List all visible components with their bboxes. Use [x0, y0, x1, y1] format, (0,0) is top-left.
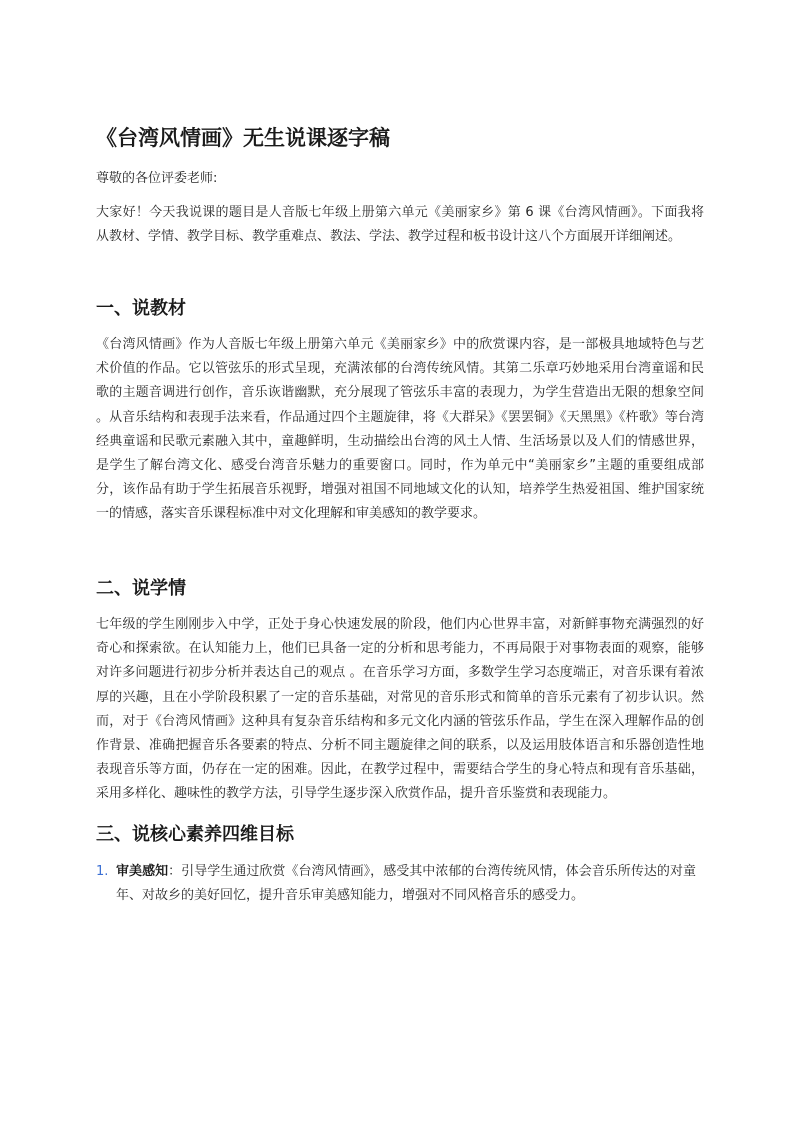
- section-heading-textbook: 一、说教材: [96, 298, 186, 319]
- textbook-paragraph: 《台湾风情画》作为人音版七年级上册第六单元《美丽家乡》中的欣赏课内容，是一部极具地域特色与艺术价值的作品。它以管弦乐的形式呈现，充满浓郁的台湾传统风情。其第二乐章巧妙地采用台湾童谣和民歌的主题音调进行创作，音乐诙谐幽默，充分展现了管弦乐丰富的表现力，为学生营造出无限的想象空间 。从音乐结构和表现手法来看，作品通过四个主题旋律，将《大群呆》《罢罢铜》《天黑黑》《杵歌》等台湾经典童谣和民歌元素融入其中，童趣鲜明，生动描绘出台湾的风土人情、生活场景以及人们的情感世界，是学生了解台湾文化、感受台湾音乐魅力的重要窗口。同时，作为单元中“美丽家乡”主题的重要组成部分，该作品有助于学生拓展音乐视野，增强对祖国不同地域文化的认知，培养学生热爱祖国、维护国家统一的情感，落实音乐课程标准中对文化理解和审美感知的教学要求。: [96, 337, 704, 522]
- section-heading-students: 二、说学情: [96, 578, 186, 599]
- goal-description: ：引导学生通过欣赏《台湾风情画》，感受其中浓郁的台湾传统风情，体会音乐所传达的对童年、对故乡的美好回忆，提升音乐审美感知能力，增强对不同风格音乐的感受力。: [116, 864, 696, 904]
- greeting-text: 尊敬的各位评委老师:: [96, 171, 218, 186]
- page-title: 《台湾风情画》无生说课逐字稿: [96, 126, 390, 150]
- goal-text: [116, 860, 696, 908]
- list-number: 1.: [96, 864, 109, 879]
- students-paragraph: 七年级的学生刚刚步入中学，正处于身心快速发展的阶段，他们内心世界丰富，对新鲜事物充满强烈的好奇心和探索欲。在认知能力上，他们已具备一定的分析和思考能力，不再局限于对事物表面的观察，能够对许多问题进行初步分析并表达自己的观点 。在音乐学习方面，多数学生学习态度端正，对音乐课有着浓厚的兴趣，且在小学阶段积累了一定的音乐基础，对常见的音乐形式和简单的音乐元素有了初步认识。然而，对于《台湾风情画》这种具有复杂音乐结构和多元文化内涵的管弦乐作品，学生在深入理解作品的创作背景、准确把握音乐各要素的特点、分析不同主题旋律之间的联系，以及运用肢体语言和乐器创造性地表现音乐等方面，仍存在一定的困难。因此，在教学过程中，需要结合学生的身心特点和现有音乐基础，采用多样化、趣味性的教学方法，引导学生逐步深入欣赏作品，提升音乐鉴赏和表现能力。: [96, 617, 704, 802]
- intro-paragraph: 大家好！今天我说课的题目是人音版七年级上册第六单元《美丽家乡》第 6 课《台湾风情画》。下面我将从教材、学情、教学目标、教学重难点、教法、学法、教学过程和板书设计这八个方面展开详细阐述。: [96, 205, 704, 245]
- section-heading-goals: 三、说核心素养四维目标: [96, 824, 294, 845]
- goal-label: 审美感知: [116, 864, 169, 879]
